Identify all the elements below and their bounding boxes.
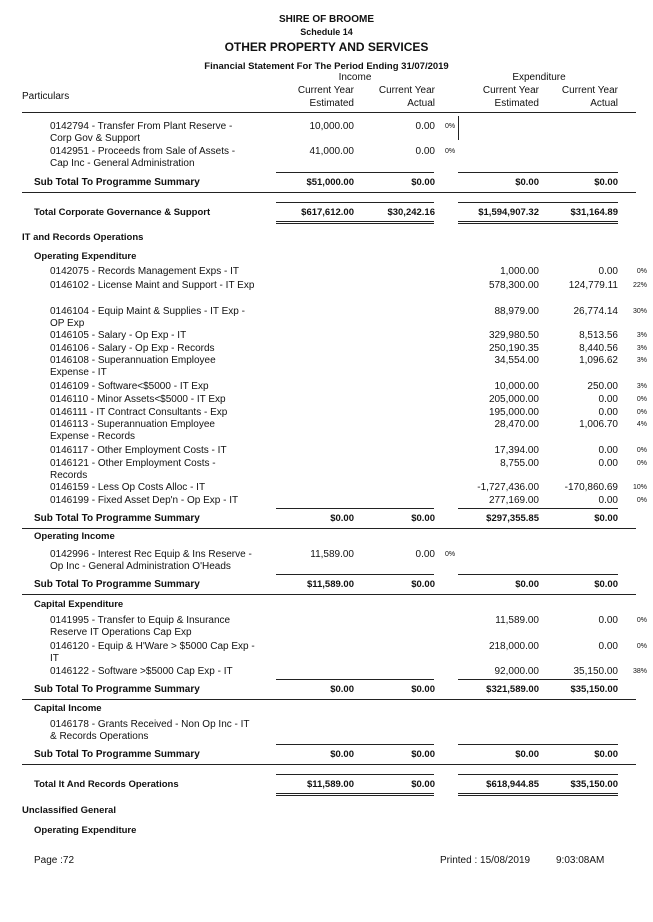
amount-ee: 277,169.00 bbox=[488, 495, 539, 506]
printed-date: Printed : 15/08/2019 bbox=[440, 855, 531, 866]
amount-ee: $0.00 bbox=[515, 749, 539, 760]
income-header: Income bbox=[338, 72, 372, 83]
percent-ip: 0% bbox=[445, 551, 456, 558]
amount-ea: $35,150.00 bbox=[570, 779, 618, 790]
rule-above bbox=[276, 508, 434, 509]
percent-ep: 0% bbox=[636, 409, 647, 416]
amount-ea: -170,860.69 bbox=[564, 482, 618, 493]
percent-ep: 0% bbox=[636, 617, 647, 624]
amount-ea: $0.00 bbox=[594, 177, 618, 188]
percent-ep: 3% bbox=[636, 383, 647, 390]
percent-ep: 0% bbox=[636, 460, 647, 467]
percent-ip: 0% bbox=[445, 123, 456, 130]
total-label: Total Corporate Governance & Support bbox=[34, 207, 211, 218]
amount-ia: $30,242.16 bbox=[387, 207, 435, 218]
col-exp-est-line1: Current Year bbox=[482, 85, 539, 96]
amount-ee: 92,000.00 bbox=[494, 666, 539, 677]
amount-ea: 35,150.00 bbox=[573, 666, 618, 677]
col-exp-est-line2: Estimated bbox=[494, 98, 539, 109]
percent-ep: 38% bbox=[632, 668, 647, 675]
line-item-label: 0146199 - Fixed Asset Dep'n - Op Exp - IT bbox=[50, 495, 239, 506]
amount-ie: 41,000.00 bbox=[309, 146, 354, 157]
percent-ep: 0% bbox=[636, 268, 647, 275]
amount-ee: 17,394.00 bbox=[494, 445, 539, 456]
percent-ep: 0% bbox=[636, 447, 647, 454]
percent-ip: 0% bbox=[445, 148, 456, 155]
amount-ee: $321,589.00 bbox=[486, 684, 539, 695]
double-rule bbox=[276, 793, 434, 794]
amount-ee: 1,000.00 bbox=[500, 266, 539, 277]
line-item-label: 0146102 - License Maint and Support - IT Exp bbox=[50, 280, 255, 291]
percent-ep: 0% bbox=[636, 497, 647, 504]
rule-below bbox=[22, 528, 636, 529]
col-income-est-line1: Current Year bbox=[297, 85, 354, 96]
amount-ia: $0.00 bbox=[411, 513, 435, 524]
col-exp-act-line1: Current Year bbox=[561, 85, 618, 96]
line-item-label: 0142996 - Interest Rec Equip & Ins Reserve - Op Inc - General Administration O'Heads bbox=[50, 549, 252, 572]
percent-ep: 22% bbox=[632, 282, 647, 289]
line-item-label: 0141995 - Transfer to Equip & Insurance Reserve IT Operations Cap Exp bbox=[50, 615, 231, 638]
amount-ee: 205,000.00 bbox=[488, 394, 539, 405]
rule-below bbox=[22, 699, 636, 700]
amount-ea: 26,774.14 bbox=[573, 306, 618, 317]
amount-ea: 250.00 bbox=[587, 381, 618, 392]
column-divider bbox=[458, 116, 459, 140]
amount-ee: 8,755.00 bbox=[500, 458, 539, 469]
subheading-label: Capital Expenditure bbox=[34, 599, 124, 610]
line-item-label: 0146109 - Software<$5000 - IT Exp bbox=[50, 381, 209, 392]
subtotal-label: Sub Total To Programme Summary bbox=[34, 684, 200, 695]
double-rule bbox=[276, 223, 434, 224]
rule-above bbox=[458, 574, 618, 575]
amount-ee: 88,979.00 bbox=[494, 306, 539, 317]
subtotal-label: Sub Total To Programme Summary bbox=[34, 579, 200, 590]
amount-ea: 0.00 bbox=[598, 458, 618, 469]
amount-ia: $0.00 bbox=[411, 749, 435, 760]
amount-ea: $31,164.89 bbox=[570, 207, 618, 218]
subheading-label: Operating Income bbox=[34, 531, 115, 542]
page-number: Page :72 bbox=[34, 855, 75, 866]
percent-ep: 30% bbox=[632, 308, 647, 315]
amount-ea: 0.00 bbox=[598, 495, 618, 506]
line-item-label: 0146122 - Software >$5000 Cap Exp - IT bbox=[50, 666, 233, 677]
rule-above bbox=[276, 172, 434, 173]
amount-ie: $0.00 bbox=[330, 749, 354, 760]
double-rule bbox=[276, 221, 434, 222]
col-income-act-line2: Actual bbox=[407, 98, 435, 109]
report-title: OTHER PROPERTY AND SERVICES bbox=[224, 40, 429, 54]
schedule-label: Schedule 14 bbox=[300, 27, 353, 37]
subheading-label: Operating Expenditure bbox=[34, 825, 137, 836]
heading-label: Unclassified General bbox=[22, 805, 116, 816]
amount-ee: 329,980.50 bbox=[488, 330, 539, 341]
amount-ee: 218,000.00 bbox=[488, 641, 539, 652]
rule-above bbox=[276, 774, 434, 775]
line-item-label: 0146106 - Salary - Op Exp - Records bbox=[50, 343, 215, 354]
col-income-act-line1: Current Year bbox=[378, 85, 435, 96]
line-item-label: 0142075 - Records Management Exps - IT bbox=[50, 266, 239, 277]
amount-ea: 0.00 bbox=[598, 266, 618, 277]
rule-above bbox=[458, 202, 618, 203]
amount-ea: 1,096.62 bbox=[579, 355, 618, 366]
amount-ie: $0.00 bbox=[330, 513, 354, 524]
printed-time: 9:03:08AM bbox=[556, 855, 605, 866]
amount-ea: 124,779.11 bbox=[568, 280, 618, 291]
percent-ep: 3% bbox=[636, 332, 647, 339]
line-item-label: 0146120 - Equip & H'Ware > $5000 Cap Exp - IT bbox=[50, 641, 255, 664]
expenditure-header: Expenditure bbox=[512, 72, 566, 83]
amount-ee: 11,589.00 bbox=[495, 615, 539, 626]
amount-ia: $0.00 bbox=[411, 177, 435, 188]
org-name: SHIRE OF BROOME bbox=[278, 14, 374, 25]
amount-ee: -1,727,436.00 bbox=[477, 482, 539, 493]
amount-ie: $11,589.00 bbox=[306, 779, 354, 790]
amount-ea: $0.00 bbox=[594, 513, 618, 524]
amount-ee: 28,470.00 bbox=[494, 419, 539, 430]
amount-ie: $617,612.00 bbox=[301, 207, 354, 218]
subheading-label: Capital Income bbox=[34, 703, 102, 714]
percent-ep: 3% bbox=[636, 357, 647, 364]
rule-above bbox=[458, 744, 618, 745]
amount-ee: $297,355.85 bbox=[486, 513, 539, 524]
line-item-label: 0146113 - Superannuation Employee Expense - Records bbox=[50, 419, 215, 442]
percent-ep: 0% bbox=[636, 643, 647, 650]
particulars-header: Particulars bbox=[22, 91, 70, 102]
subtotal-label: Sub Total To Programme Summary bbox=[34, 177, 200, 188]
line-item-label: 0142951 - Proceeds from Sale of Assets - Cap Inc - General Administration bbox=[50, 146, 236, 169]
percent-ep: 3% bbox=[636, 345, 647, 352]
amount-ea: 0.00 bbox=[598, 394, 618, 405]
amount-ea: 1,006.70 bbox=[579, 419, 618, 430]
amount-ee: 34,554.00 bbox=[494, 355, 539, 366]
rule-above bbox=[458, 774, 618, 775]
percent-ep: 4% bbox=[636, 421, 647, 428]
line-item-label: 0146104 - Equip Maint & Supplies - IT Exp - OP Exp bbox=[50, 306, 245, 329]
double-rule bbox=[276, 795, 434, 796]
double-rule bbox=[458, 223, 618, 224]
line-item-label: 0146178 - Grants Received - Non Op Inc - IT & Records Operations bbox=[50, 719, 250, 742]
amount-ee: $618,944.85 bbox=[486, 779, 539, 790]
double-rule bbox=[458, 793, 618, 794]
amount-ie: $51,000.00 bbox=[306, 177, 354, 188]
percent-ep: 0% bbox=[636, 396, 647, 403]
rule-above bbox=[276, 679, 434, 680]
amount-ia: 0.00 bbox=[415, 121, 435, 132]
col-income-est-line2: Estimated bbox=[309, 98, 354, 109]
line-item-label: 0146110 - Minor Assets<$5000 - IT Exp bbox=[50, 394, 226, 405]
double-rule bbox=[458, 221, 618, 222]
rule-below bbox=[22, 594, 636, 595]
heading-label: IT and Records Operations bbox=[22, 232, 144, 243]
rule-above bbox=[276, 574, 434, 575]
subheading-label: Operating Expenditure bbox=[34, 251, 137, 262]
rule-above bbox=[458, 679, 618, 680]
col-exp-act-line2: Actual bbox=[590, 98, 618, 109]
amount-ia: 0.00 bbox=[415, 146, 435, 157]
amount-ia: $0.00 bbox=[411, 684, 435, 695]
amount-ee: 250,190.35 bbox=[488, 343, 539, 354]
rule-above bbox=[276, 202, 434, 203]
amount-ea: 0.00 bbox=[598, 407, 618, 418]
amount-ia: $0.00 bbox=[411, 779, 435, 790]
amount-ia: 0.00 bbox=[415, 549, 435, 560]
amount-ee: $0.00 bbox=[515, 177, 539, 188]
amount-ea: 8,440.56 bbox=[579, 343, 618, 354]
amount-ea: 8,513.56 bbox=[579, 330, 618, 341]
amount-ea: 0.00 bbox=[598, 445, 618, 456]
amount-ee: $0.00 bbox=[515, 579, 539, 590]
line-item-label: 0142794 - Transfer From Plant Reserve - Corp Gov & Support bbox=[50, 121, 233, 144]
line-item-label: 0146105 - Salary - Op Exp - IT bbox=[50, 330, 187, 341]
report-subtitle: Financial Statement For The Period Ending 31/07/2019 bbox=[204, 61, 449, 72]
amount-ie: $11,589.00 bbox=[306, 579, 354, 590]
amount-ee: 578,300.00 bbox=[488, 280, 539, 291]
line-item-label: 0146117 - Other Employment Costs - IT bbox=[50, 445, 227, 456]
rule-below bbox=[22, 192, 636, 193]
rule-above bbox=[458, 508, 618, 509]
rule-above bbox=[276, 744, 434, 745]
line-item-label: 0146108 - Superannuation Employee Expense - IT bbox=[50, 355, 216, 378]
line-item-label: 0146111 - IT Contract Consultants - Exp bbox=[50, 407, 228, 418]
amount-ea: $0.00 bbox=[594, 749, 618, 760]
amount-ie: $0.00 bbox=[330, 684, 354, 695]
amount-ee: 195,000.00 bbox=[488, 407, 539, 418]
amount-ea: $0.00 bbox=[594, 579, 618, 590]
amount-ie: 11,589.00 bbox=[310, 549, 354, 560]
amount-ee: $1,594,907.32 bbox=[478, 207, 539, 218]
subtotal-label: Sub Total To Programme Summary bbox=[34, 513, 200, 524]
header-rule bbox=[22, 112, 636, 113]
rule-below bbox=[22, 764, 636, 765]
rule-above bbox=[458, 172, 618, 173]
amount-ee: 10,000.00 bbox=[494, 381, 539, 392]
line-item-label: 0146121 - Other Employment Costs - Records bbox=[50, 458, 216, 481]
amount-ia: $0.00 bbox=[411, 579, 435, 590]
total-label: Total It And Records Operations bbox=[34, 779, 179, 790]
line-item-label: 0146159 - Less Op Costs Alloc - IT bbox=[50, 482, 206, 493]
amount-ea: 0.00 bbox=[598, 615, 618, 626]
amount-ie: 10,000.00 bbox=[309, 121, 354, 132]
subtotal-label: Sub Total To Programme Summary bbox=[34, 749, 200, 760]
percent-ep: 10% bbox=[632, 484, 647, 491]
double-rule bbox=[458, 795, 618, 796]
amount-ea: $35,150.00 bbox=[570, 684, 618, 695]
amount-ea: 0.00 bbox=[598, 641, 618, 652]
